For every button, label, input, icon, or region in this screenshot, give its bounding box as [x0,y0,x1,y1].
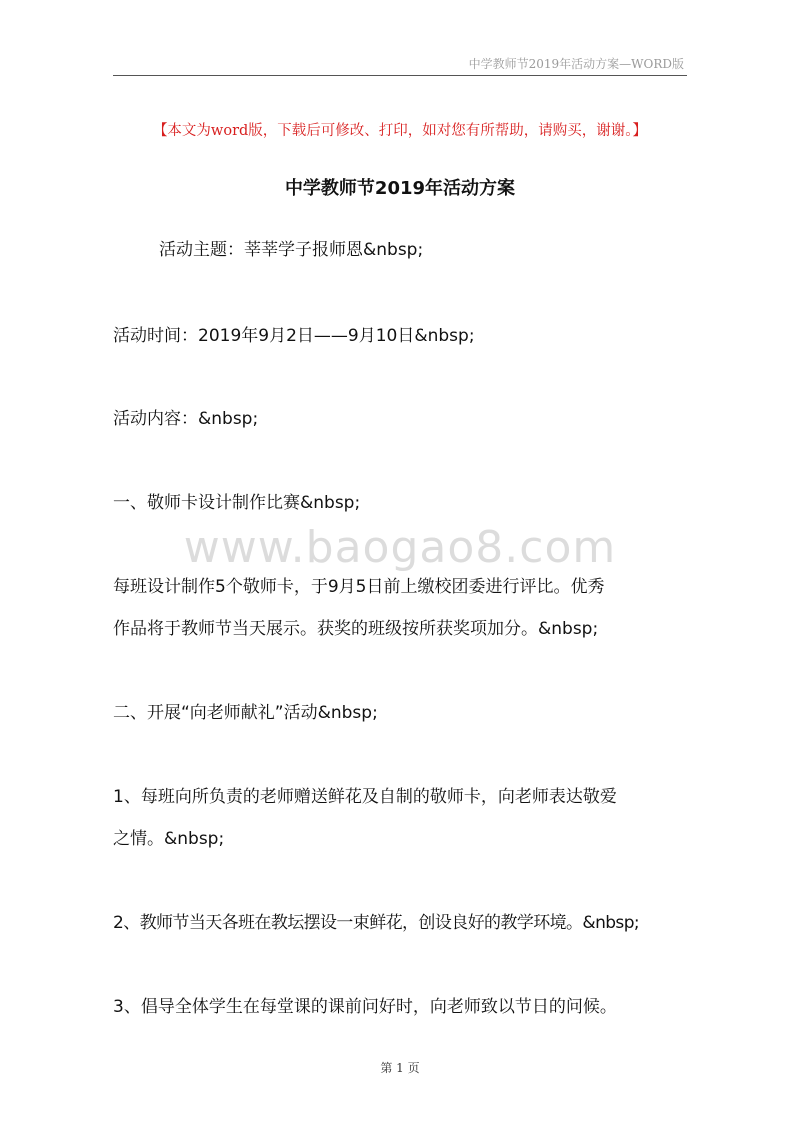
running-header: 中学教师节2019年活动方案—WORD版 [468,57,684,71]
paragraph-time: 活动时间：2019年9月2日——9月10日&nbsp; [113,326,475,346]
paragraph-card-contest-line-1: 每班设计制作5个敬师卡，于9月5日前上缴校团委进行评比。优秀 [113,577,605,597]
section-heading-card-contest: 一、敬师卡设计制作比赛&nbsp; [113,493,361,513]
word-version-notice: 【本文为word版，下载后可修改、打印，如对您有所帮助，请购买，谢谢。】 [152,123,648,139]
list-item-2: 2、教师节当天各班在教坛摆设一束鲜花，创设良好的教学环境。&nbsp; [113,913,640,933]
watermark: www.baogao8.com [183,522,617,573]
list-item-3: 3、倡导全体学生在每堂课的课前问好时，向老师致以节日的问候。 [113,997,617,1017]
document-title: 中学教师节2019年活动方案 [284,178,516,199]
section-heading-gift-activity: 二、开展“向老师献礼”活动&nbsp; [113,703,378,723]
page-number: 第 1 页 [380,1061,420,1075]
paragraph-theme: 活动主题：莘莘学子报师恩&nbsp; [159,240,424,260]
paragraph-card-contest-line-2: 作品将于教师节当天展示。获奖的班级按所获奖项加分。&nbsp; [113,619,599,639]
header-divider [113,75,687,76]
list-item-1-line-2: 之情。&nbsp; [113,829,225,849]
list-item-1-line-1: 1、每班向所负责的老师赠送鲜花及自制的敬师卡，向老师表达敬爱 [113,787,617,807]
paragraph-content-heading: 活动内容：&nbsp; [113,409,259,429]
